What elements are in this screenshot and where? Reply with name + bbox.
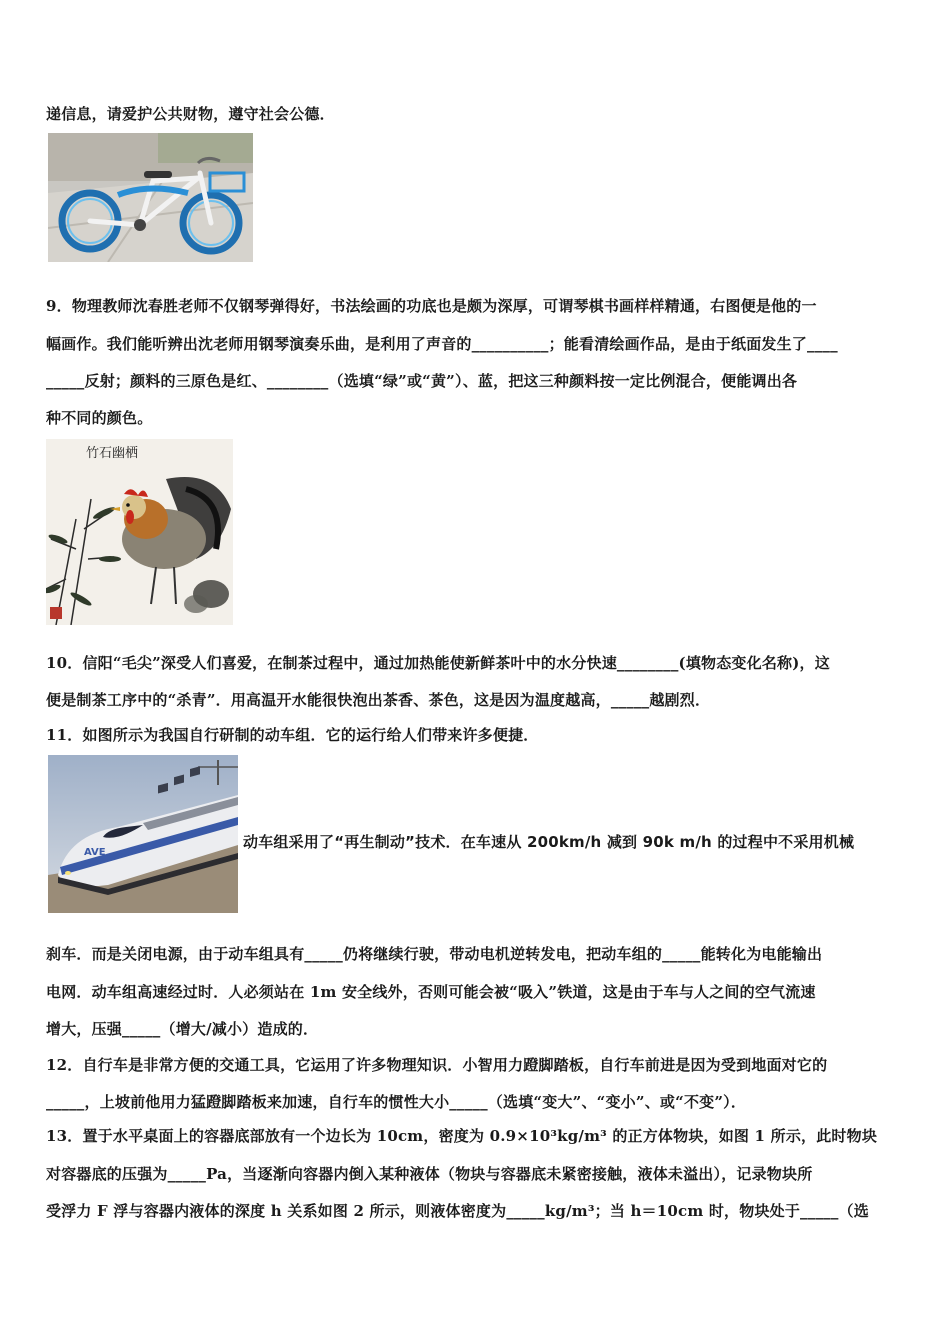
q10-text-line: 10．信阳“毛尖”深受人们喜爱，在制茶过程中，通过加热能使新鲜茶叶中的水分快速________(填物态变化名称)，这 (46, 654, 830, 672)
q9-text-line: 幅画作。我们能听辨出沈老师用钢琴演奏乐曲，是利用了声音的__________；能看清绘画作品，是由于纸面发生了____ (46, 335, 838, 353)
rooster-painting (46, 439, 233, 625)
q13-text-line: 13．置于水平桌面上的容器底部放有一个边长为 10cm，密度为 0.9×10³kg/m³ 的正方体物块，如图 1 所示，此时物块 (46, 1127, 878, 1145)
q13-text-line: 对容器底的压强为_____Pa，当逐渐向容器内倒入某种液体（物块与容器底未紧密接触，液体未溢出），记录物块所 (46, 1165, 813, 1183)
bicycle-photo (48, 133, 253, 262)
q11-text-beside-image: 动车组采用了“再生制动”技术．在车速从 200km/h 减到 90k m/h 的过程中不采用机械 (243, 833, 855, 851)
q13-text-line: 受浮力 F 浮与容器内液体的深度 h 关系如图 2 所示，则液体密度为_____kg/m³；当 h＝10cm 时，物块处于_____（选 (46, 1202, 869, 1220)
q11-text-line: 增大，压强_____（增大/减小）造成的． (46, 1020, 319, 1038)
q9-text-line: _____反射；颜料的三原色是红、________（选填“绿”或“黄”）、蓝，把这三种颜料按一定比例混合，便能调出各 (46, 372, 798, 390)
train-logo: AVE (84, 847, 106, 858)
train-photo (48, 755, 238, 913)
painting-inscription: 竹石幽栖 (86, 446, 139, 461)
q12-text-line: _____，上坡前他用力猛蹬脚踏板来加速，自行车的惯性大小_____（选填“变大”、“变小”、或“不变”）． (46, 1093, 747, 1111)
q11-text-line: 11．如图所示为我国自行研制的动车组．它的运行给人们带来许多便捷． (46, 726, 539, 744)
q8-text-line: 递信息，请爱护公共财物，遵守社会公德． (46, 105, 335, 123)
q9-text-line: 9．物理教师沈春胜老师不仅钢琴弹得好，书法绘画的功底也是颇为深厚，可谓琴棋书画样样精通，右图便是他的一 (46, 297, 817, 315)
q10-text-line: 便是制茶工序中的“杀青”．用高温开水能很快泡出茶香、茶色，这是因为温度越高，_____越剧烈． (46, 691, 711, 709)
q9-text-line: 种不同的颜色。 (46, 409, 153, 427)
q11-text-line: 刹车．而是关闭电源，由于动车组具有_____仍将继续行驶，带动电机逆转发电，把动车组的_____能转化为电能输出 (46, 945, 823, 963)
q11-text-line: 电网．动车组高速经过时．人必须站在 1m 安全线外，否则可能会被“吸入”铁道，这是由于车与人之间的空气流速 (46, 983, 816, 1001)
q12-text-line: 12．自行车是非常方便的交通工具，它运用了许多物理知识．小智用力蹬脚踏板，自行车前进是因为受到地面对它的 (46, 1056, 828, 1074)
